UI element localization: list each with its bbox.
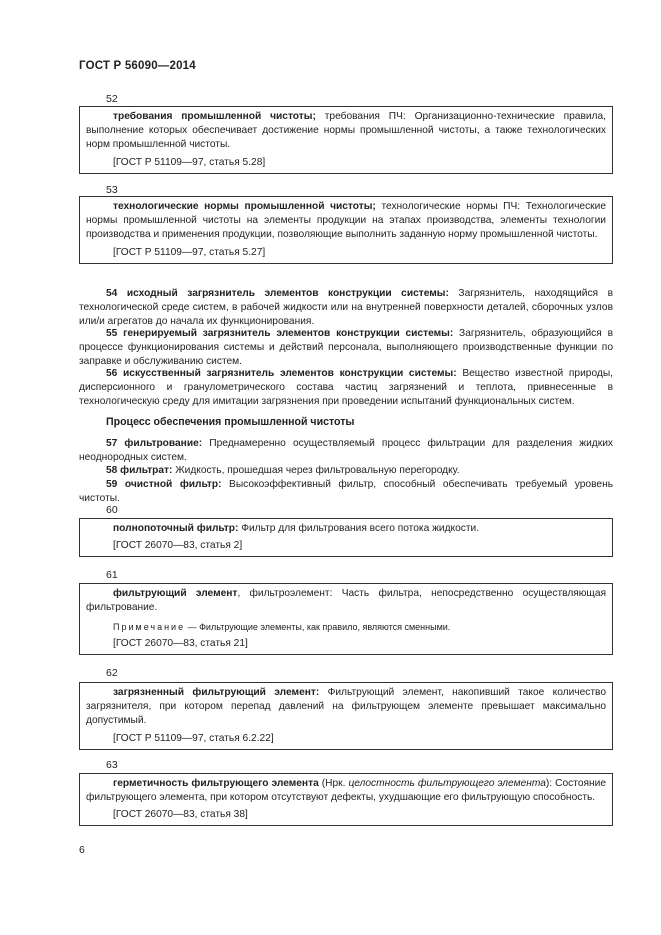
term-reference: [ГОСТ Р 51109—97, статья 6.2.22]: [113, 732, 274, 744]
section-title: Процесс обеспечения промышленной чистоты: [106, 416, 355, 428]
term-box: [79, 583, 613, 655]
term-number: 63: [106, 759, 118, 771]
term-note: Примечание — Фильтрующие элементы, как правило, являются сменными.: [113, 622, 451, 633]
term-box: [79, 682, 613, 750]
term-paragraph: 58 фильтрат: Жидкость, прошедшая через фильтровальную перегородку.: [106, 465, 460, 476]
term-reference: [ГОСТ 26070—83, статья 21]: [113, 638, 248, 650]
term-name: полнопоточный фильтр:: [113, 523, 239, 534]
term-box: [79, 196, 613, 264]
term-number: 61: [106, 569, 118, 581]
term-name: требования промышленной чистоты;: [113, 111, 316, 122]
term-name: фильтрующий элемент: [113, 588, 238, 599]
term-paragraph: 56 искусственный загрязнитель элементов конструкции системы: Вещество известной природы, дисперсионного и гранулометрического состава частиц загрязнений и теплота, привнесенные в технологическую среду для имитации загрязнения при проведении испытаний функциональных систем.: [79, 368, 613, 408]
term-number: 52: [106, 93, 118, 105]
note-label: Примечание: [113, 622, 186, 633]
term-definition: фильтрующий элемент, фильтроэлемент: Часть фильтра, непосредственно осуществляющая фильтрование.: [86, 588, 606, 614]
term-paragraph: 57 фильтрование: Преднамеренно осуществляемый процесс фильтрации для разделения жидких неоднородных систем.: [79, 438, 613, 464]
term-definition: технологические нормы промышленной чистоты; технологические нормы ПЧ: Технологические нормы промышленной чистоты на элементы продукции на этапах производства, элементы технологии производства и применения продукции, позволяющие выполнить заданную норму промышленной чистоты.: [86, 201, 606, 241]
term-paragraph: 59 очистной фильтр: Высокоэффективный фильтр, способный обеспечивать требуемый уровень чистоты.: [79, 479, 613, 505]
term-name: загрязненный фильтрующий элемент:: [113, 687, 320, 698]
term-box: [79, 106, 613, 174]
term-definition: полнопоточный фильтр: Фильтр для фильтрования всего потока жидкости.: [113, 523, 480, 534]
term-paragraph: 54 исходный загрязнитель элементов конструкции системы: Загрязнитель, находящийся в технологической среде систем, в рабочей жидкости или на внутренней поверхности деталей, сборочных узлов или/и агрегатов до начала их функционирования.: [79, 288, 613, 328]
term-definition: загрязненный фильтрующий элемент: Фильтрующий элемент, накопивший такое количество загрязнителя, при котором перепад давлений на фильтрующем элементе превышает максимально допустимый.: [86, 687, 606, 727]
page-number: 6: [79, 844, 85, 856]
term-reference: [ГОСТ Р 51109—97, статья 5.28]: [113, 156, 266, 168]
term-definition: требования промышленной чистоты; требования ПЧ: Организационно-технические правила, выполнение которых обеспечивает достижение нормы промышленной чистоты, а также технологических норм промышленной чистоты.: [86, 111, 607, 151]
term-italic: целостность фильтрующего элемента: [348, 778, 546, 789]
term-box: [79, 518, 613, 557]
term-reference: [ГОСТ Р 51109—97, статья 5.27]: [113, 246, 266, 258]
term-reference: [ГОСТ 26070—83, статья 2]: [113, 540, 243, 552]
term-number: 53: [106, 184, 118, 196]
term-reference: [ГОСТ 26070—83, статья 38]: [113, 809, 248, 821]
term-name: технологические нормы промышленной чистоты;: [113, 201, 376, 212]
term-number: 60: [106, 504, 118, 516]
term-box: [79, 773, 613, 826]
term-number: 62: [106, 667, 118, 679]
term-name: герметичность фильтрующего элемента: [113, 778, 319, 789]
term-paragraph: 55 генерируемый загрязнитель элементов конструкции системы: Загрязнитель, образующийся в процессе функционирования системы и действий персонала, выполняющего производственные функции по заправке и обслуживанию систем.: [79, 328, 613, 368]
document-header: ГОСТ Р 56090—2014: [79, 60, 196, 72]
term-definition: герметичность фильтрующего элемента (Нрк. целостность фильтрующего элемента): Состояние фильтрующего элемента, при котором отсутствуют дефекты, ухудшающие его фильтрующую способность.: [86, 778, 606, 804]
